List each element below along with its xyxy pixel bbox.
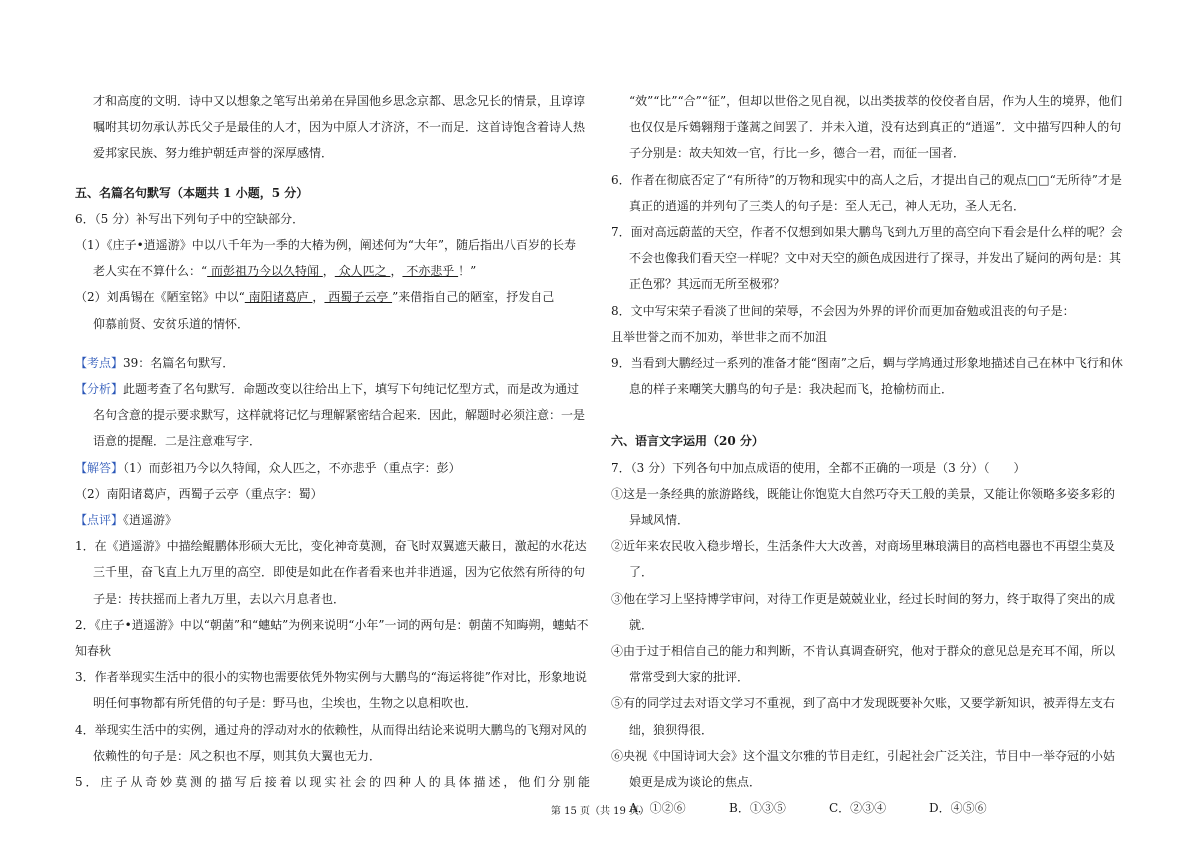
right-column	[611, 88, 1128, 821]
section-6-title: 六、语言文字运用（20 分）	[611, 434, 764, 449]
answer-blank: 而彭祖乃今以久特闻	[207, 264, 323, 279]
dianping: 【点评】《逍遥游》	[75, 513, 178, 528]
list-item-cont: 依赖性的句子是：风之积也不厚，则其负大翼也无力．	[93, 748, 382, 763]
choice-b: B．①③⑤	[729, 801, 786, 816]
intro-line: 爱邦家民族、努力维护朝廷声誉的深厚感情．	[93, 146, 334, 161]
choice-c: C．②③④	[829, 801, 887, 816]
jieda-line: （2）南阳诸葛庐，西蜀子云亭（重点字：蜀）	[75, 486, 323, 501]
list-item: 2．《庄子•逍遥游》中以“朝菌”和“蟪蛄”为例来说明“小年”一词的两句是：朝菌不知晦朔，蟪蛄不	[75, 617, 589, 632]
jieda: 【解答】（1）而彭祖乃今以久特闻，众人匹之，不亦悲乎（重点字：彭）	[75, 460, 461, 475]
list-item-answer: 且举世誉之而不加劝，举世非之而不加沮	[611, 329, 828, 344]
list-item-cont: 息的样子来嘲笑大鹏鸟的句子是：我决起而飞，抢榆枋而止．	[629, 382, 954, 397]
answer-blank: 众人匹之	[334, 264, 391, 279]
option-item-cont: 异域风情．	[629, 513, 690, 528]
question-7: 7．（3 分）下列各句中加点成语的使用，全都不正确的一项是（3 分）（ ）	[611, 460, 1026, 475]
list-item-cont: 也仅仅是斥鴳翱翔于蓬蒿之间罢了．并未入道，没有达到真正的“逍遥”．文中描写四种人的句	[629, 120, 1122, 135]
fenxi-line: 名句含意的提示要求默写，这样就将记忆与理解紧密结合起来．因此，解题时必须注意：一是	[93, 408, 586, 423]
question-6-2-cont: 仰慕前贤、安贫乐道的情怀．	[93, 316, 250, 331]
question-6-1-blanks: 老人实在不算什么：“ 而彭祖乃今以久特闻 ， 众人匹之 ， 不亦悲乎 ！”	[93, 264, 477, 279]
option-item: ④由于过于相信自己的能力和判断，不肯认真调查研究，他对于群众的意见总是充耳不闻，所以	[611, 644, 1116, 659]
question-6: 6．（5 分）补写出下列句子中的空缺部分．	[75, 211, 305, 226]
list-item: 4．举现实生活中的实例，通过舟的浮动对水的依赖性，从而得出结论来说明大鹏鸟的飞翔对风的	[75, 722, 587, 737]
answer-blank: 不亦悲乎	[402, 264, 459, 279]
intro-line: 嘱咐其切勿承认苏氏父子是最佳的人才，因为中原人才济济，不一而足．这首诗饱含着诗人热	[93, 120, 586, 135]
list-item-cont: 不会也像我们看天空一样呢？文中对天空的颜色成因进行了探寻，并发出了疑问的两句是：其	[629, 251, 1122, 266]
list-item: 1．在《逍遥游》中描绘鲲鹏体形硕大无比，变化神奇莫测，奋飞时双翼遮天蔽日，激起的水花达	[75, 539, 587, 554]
choice-a: A．①②⑥	[629, 801, 686, 816]
intro-line: 才和高度的文明．诗中又以想象之笔写出弟弟在异国他乡思念京都、思念兄长的情景，且谆谆	[93, 94, 586, 108]
section-5-title: 五、名篇名句默写（本题共 1 小题，5 分）	[75, 185, 309, 200]
question-6-1: （1）《庄子•逍遥游》中以八千年为一季的大椿为例，阐述何为“大年”，随后指出八百岁的长寿	[75, 238, 576, 253]
option-item-cont: 常常受到大家的批评．	[629, 670, 750, 685]
list-item: 3．作者举现实生活中的很小的实物也需要依凭外物实例与大鹏鸟的“海运将徙”作对比，形象地说	[75, 670, 587, 685]
jieda-tag: 【解答】	[75, 460, 124, 475]
list-item-cont: 正色邪？其远而无所至极邪？	[629, 277, 786, 292]
fenxi-tag: 【分析】	[75, 382, 124, 397]
list-item-cont: 子是：抟扶摇而上者九万里，去以六月息者也．	[93, 591, 346, 606]
fenxi-line: 语意的提醒．二是注意难写字．	[93, 434, 262, 449]
option-item: ⑥央视《中国诗词大会》这个温文尔雅的节目走红，引起社会广泛关注，节目中一举夺冠的小姑	[611, 748, 1116, 763]
kaodian: 【考点】39：名篇名句默写．	[75, 355, 235, 370]
option-item-cont: 绌，狼狈得很．	[629, 722, 714, 737]
fenxi: 【分析】此题考查了名句默写．命题改变以往给出上下，填写下句纯记忆型方式，而是改为通过	[75, 382, 580, 397]
list-item-cont: 明任何事物都有所凭借的句子是：野马也，尘埃也，生物之以息相吹也．	[93, 696, 478, 711]
list-item-cont: 三千里，奋飞直上九万里的高空．即使是如此在作者看来也并非逍遥，因为它依然有所待的句	[93, 565, 586, 580]
list-item-cont: 知春秋	[75, 644, 112, 659]
list-item-cont: 真正的逍遥的并列句了三类人的句子是：至人无己，神人无功，圣人无名．	[629, 198, 1026, 213]
list-item: 7．面对高远蔚蓝的天空，作者不仅想到如果大鹏鸟飞到九万里的高空向下看会是什么样的呢？会	[611, 225, 1123, 240]
list-item: 9．当看到大鹏经过一系列的准备才能“图南”之后，蜩与学鸠通过形象地描述自己在林中飞行和休	[611, 356, 1123, 371]
list-item: 6．作者在彻底否定了“有所待”的万物和现实中的高人之后，才提出自己的观点□□“无所待”才是	[611, 172, 1122, 187]
answer-blank: 西蜀子云亭	[324, 290, 393, 305]
option-item: ③他在学习上坚持博学审问，对待工作更是兢兢业业，经过长时间的努力，终于取得了突出的成	[611, 591, 1116, 606]
option-item-cont: 娘更是成为谈论的焦点．	[629, 775, 762, 790]
list-item-cont: “效”“比”“合”“征”，但却以世俗之见自视，以出类拔萃的佼佼者自居，作为人生的境界，他们	[629, 94, 1123, 108]
option-item: ⑤有的同学过去对语文学习不重视，到了高中才发现既要补欠账，又要学新知识，被弄得左支右	[611, 696, 1116, 711]
option-item-cont: 了．	[629, 565, 654, 580]
dianping-tag: 【点评】	[75, 513, 124, 528]
page-footer: 第 15 页（共 19 页）	[550, 806, 650, 817]
list-item-cont: 子分别是：故夫知效一官，行比一乡，德合一君，而征一国者．	[629, 146, 966, 161]
list-item: 8．文中写宋荣子看淡了世间的荣辱，不会因为外界的评价而更加奋勉或沮丧的句子是：	[611, 303, 1075, 318]
kaodian-tag: 【考点】	[75, 355, 124, 370]
question-6-2: （2）刘禹锡在《陋室铭》中以“ 南阳诸葛庐 ， 西蜀子云亭 ”来借指自己的陋室，抒发自己	[75, 290, 555, 305]
option-item-cont: 就．	[629, 617, 654, 632]
option-item: ②近年来农民收入稳步增长，生活条件大大改善，对商场里琳琅满目的高档电器也不再望尘莫及	[611, 539, 1116, 554]
choice-d: D．④⑤⑥	[929, 801, 987, 816]
option-item: ①这是一条经典的旅游路线，既能让你饱览大自然巧夺天工般的美景，又能让你领略多姿多彩的	[611, 486, 1116, 501]
answer-blank: 南阳诸葛庐	[244, 290, 313, 305]
left-column	[75, 88, 590, 795]
list-item: 5．庄子从奇妙莫测的描写后接着以现实社会的四种人的具体描述，他们分别能	[75, 775, 590, 790]
